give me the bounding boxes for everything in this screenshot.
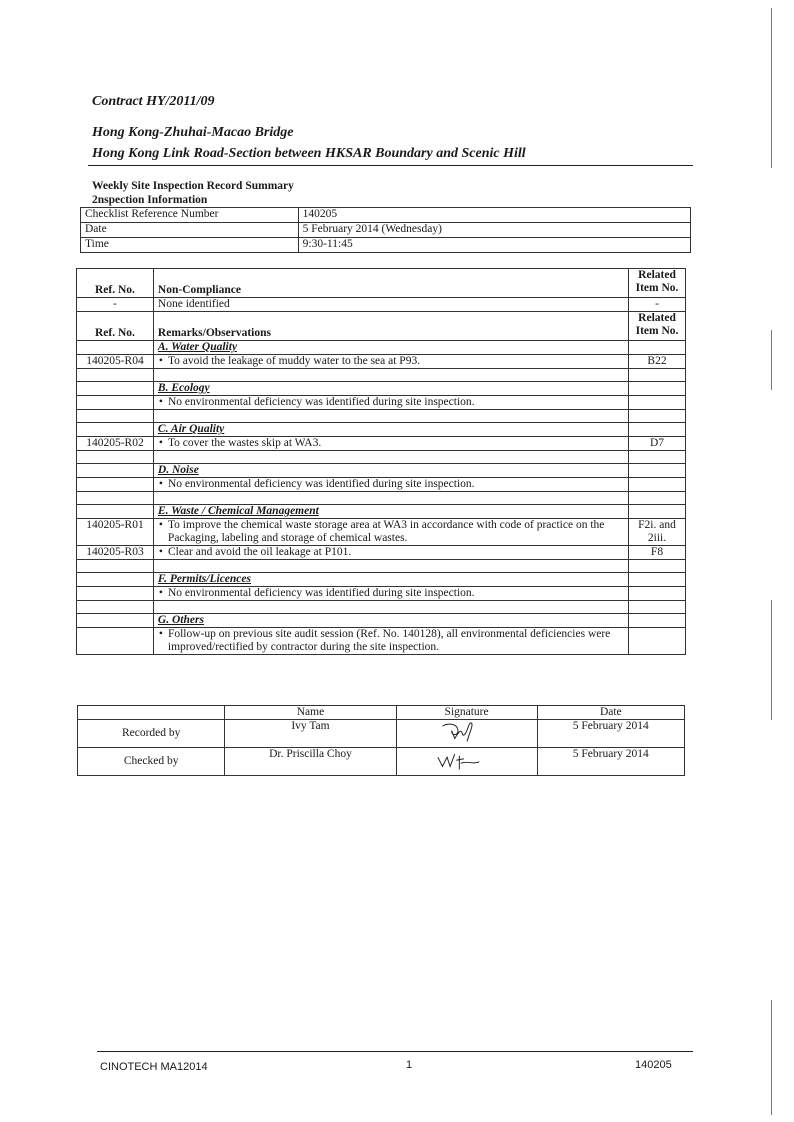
info-label: Checklist Reference Number (81, 208, 299, 223)
empty-cell (153, 451, 628, 464)
empty-cell (77, 601, 154, 614)
section-title: G. Others (153, 614, 628, 628)
finding-text (153, 587, 628, 601)
scan-margin-line (771, 1000, 772, 1115)
inspection-info-table (80, 207, 691, 253)
signoff-row (78, 748, 685, 776)
footer-page-number: 1 (406, 1059, 413, 1071)
section-title-row (77, 505, 686, 519)
noncompliance-row (77, 298, 686, 312)
empty-cell (77, 464, 154, 478)
finding-text (153, 355, 628, 369)
empty-cell (77, 573, 154, 587)
summary-title: Weekly Site Inspection Record Summary (92, 180, 294, 192)
finding-related-item: F2i. and 2iii. (629, 519, 686, 546)
empty-cell (77, 492, 154, 505)
signature-cell (396, 720, 537, 748)
findings-table (76, 268, 686, 655)
spacer-row (77, 492, 686, 505)
finding-row (77, 478, 686, 492)
finding-ref: 140205-R03 (77, 546, 154, 560)
signature-header: Signature (396, 706, 537, 720)
finding-text (153, 478, 628, 492)
empty-cell (77, 382, 154, 396)
finding-row (77, 628, 686, 655)
empty-cell (153, 369, 628, 382)
empty-cell (629, 505, 686, 519)
section-name: Hong Kong Link Road-Section between HKSAR Boundary and Scenic Hill (92, 146, 526, 161)
info-title: 2nspection Information (92, 194, 208, 206)
finding-text-content: Follow-up on previous site audit session (Ref. No. 140128), all environmental deficiencies were improved/rectified by contractor during the site inspection. (167, 628, 611, 653)
ref-no-header: Ref. No. (77, 312, 154, 341)
empty-cell (629, 369, 686, 382)
signoff-name: Ivy Tam (225, 720, 396, 748)
section-title-row (77, 382, 686, 396)
empty-cell (629, 464, 686, 478)
finding-ref (77, 587, 154, 601)
finding-row (77, 396, 686, 410)
signoff-role: Recorded by (78, 720, 225, 748)
remarks-header-row (77, 312, 686, 341)
finding-related-item: D7 (629, 437, 686, 451)
handwritten-signature (397, 748, 537, 771)
info-row (81, 238, 691, 253)
section-title-row (77, 573, 686, 587)
finding-text (153, 628, 628, 655)
finding-row (77, 587, 686, 601)
scan-margin-line (771, 8, 772, 168)
noncompliance-header: Non-Compliance (153, 269, 628, 298)
section-title: E. Waste / Chemical Management (153, 505, 628, 519)
signoff-table (77, 705, 685, 776)
empty-cell (629, 382, 686, 396)
finding-ref (77, 628, 154, 655)
empty-cell (78, 706, 225, 720)
handwritten-signature (397, 720, 537, 743)
finding-text (153, 546, 628, 560)
section-title-row (77, 464, 686, 478)
finding-text-content: To avoid the leakage of muddy water to the sea at P93. (167, 355, 421, 367)
finding-text-content: Clear and avoid the oil leakage at P101. (167, 546, 352, 558)
info-row (81, 223, 691, 238)
empty-cell (629, 601, 686, 614)
related-item-header: Related Item No. (629, 312, 686, 341)
spacer-row (77, 410, 686, 423)
section-title: A. Water Quality (153, 341, 628, 355)
finding-related-item (629, 628, 686, 655)
empty-cell (629, 614, 686, 628)
empty-cell (153, 601, 628, 614)
empty-cell (629, 573, 686, 587)
project-name: Hong Kong-Zhuhai-Macao Bridge (92, 125, 294, 140)
footer-reference: 140205 (635, 1059, 672, 1071)
info-value: 9:30-11:45 (298, 238, 690, 253)
empty-cell (153, 560, 628, 573)
signature-cell (396, 748, 537, 776)
empty-cell (629, 492, 686, 505)
finding-related-item (629, 396, 686, 410)
finding-text (153, 519, 628, 546)
finding-ref: 140205-R02 (77, 437, 154, 451)
section-title: B. Ecology (153, 382, 628, 396)
noncompliance-ref: - (77, 298, 154, 312)
empty-cell (77, 560, 154, 573)
info-value: 5 February 2014 (Wednesday) (298, 223, 690, 238)
info-value: 140205 (298, 208, 690, 223)
remarks-header: Remarks/Observations (153, 312, 628, 341)
empty-cell (153, 492, 628, 505)
finding-related-item: B22 (629, 355, 686, 369)
related-item-header: Related Item No. (629, 269, 686, 298)
finding-ref: 140205-R01 (77, 519, 154, 546)
contract-number: Contract HY/2011/09 (92, 94, 215, 109)
finding-related-item: F8 (629, 546, 686, 560)
section-title: D. Noise (153, 464, 628, 478)
empty-cell (77, 410, 154, 423)
footer-rule (97, 1051, 693, 1052)
spacer-row (77, 369, 686, 382)
finding-row (77, 546, 686, 560)
finding-row (77, 519, 686, 546)
finding-text-content: No environmental deficiency was identified during site inspection. (167, 478, 475, 490)
empty-cell (77, 341, 154, 355)
info-label: Date (81, 223, 299, 238)
header-rule (88, 165, 693, 166)
signoff-role: Checked by (78, 748, 225, 776)
ref-no-header: Ref. No. (77, 269, 154, 298)
scan-margin-line (771, 330, 772, 390)
finding-text (153, 396, 628, 410)
empty-cell (629, 341, 686, 355)
spacer-row (77, 601, 686, 614)
finding-text-content: No environmental deficiency was identified during site inspection. (167, 587, 475, 599)
section-title-row (77, 614, 686, 628)
finding-text-content: To cover the wastes skip at WA3. (167, 437, 322, 449)
noncompliance-text: None identified (153, 298, 628, 312)
name-header: Name (225, 706, 396, 720)
signoff-header-row (78, 706, 685, 720)
empty-cell (629, 451, 686, 464)
empty-cell (77, 423, 154, 437)
date-header: Date (537, 706, 684, 720)
signoff-date: 5 February 2014 (537, 748, 684, 776)
noncompliance-header-row (77, 269, 686, 298)
section-title: C. Air Quality (153, 423, 628, 437)
empty-cell (629, 410, 686, 423)
info-label: Time (81, 238, 299, 253)
empty-cell (77, 614, 154, 628)
finding-related-item (629, 587, 686, 601)
info-row (81, 208, 691, 223)
finding-row (77, 437, 686, 451)
signoff-name: Dr. Priscilla Choy (225, 748, 396, 776)
section-title: F. Permits/Licences (153, 573, 628, 587)
footer-company: CINOTECH MA12014 (100, 1061, 208, 1073)
signoff-row (78, 720, 685, 748)
empty-cell (77, 451, 154, 464)
section-title-row (77, 423, 686, 437)
finding-text (153, 437, 628, 451)
finding-text-content: No environmental deficiency was identified during site inspection. (167, 396, 475, 408)
empty-cell (629, 423, 686, 437)
finding-ref (77, 396, 154, 410)
empty-cell (77, 369, 154, 382)
empty-cell (153, 410, 628, 423)
scan-margin-line (771, 600, 772, 720)
section-title-row (77, 341, 686, 355)
spacer-row (77, 451, 686, 464)
spacer-row (77, 560, 686, 573)
finding-text-content: To improve the chemical waste storage area at WA3 in accordance with code of practice on the Packaging, labeling and storage of chemical wastes. (167, 519, 605, 544)
finding-ref (77, 478, 154, 492)
empty-cell (629, 560, 686, 573)
finding-related-item (629, 478, 686, 492)
signoff-date: 5 February 2014 (537, 720, 684, 748)
finding-row (77, 355, 686, 369)
empty-cell (77, 505, 154, 519)
noncompliance-related: - (629, 298, 686, 312)
finding-ref: 140205-R04 (77, 355, 154, 369)
